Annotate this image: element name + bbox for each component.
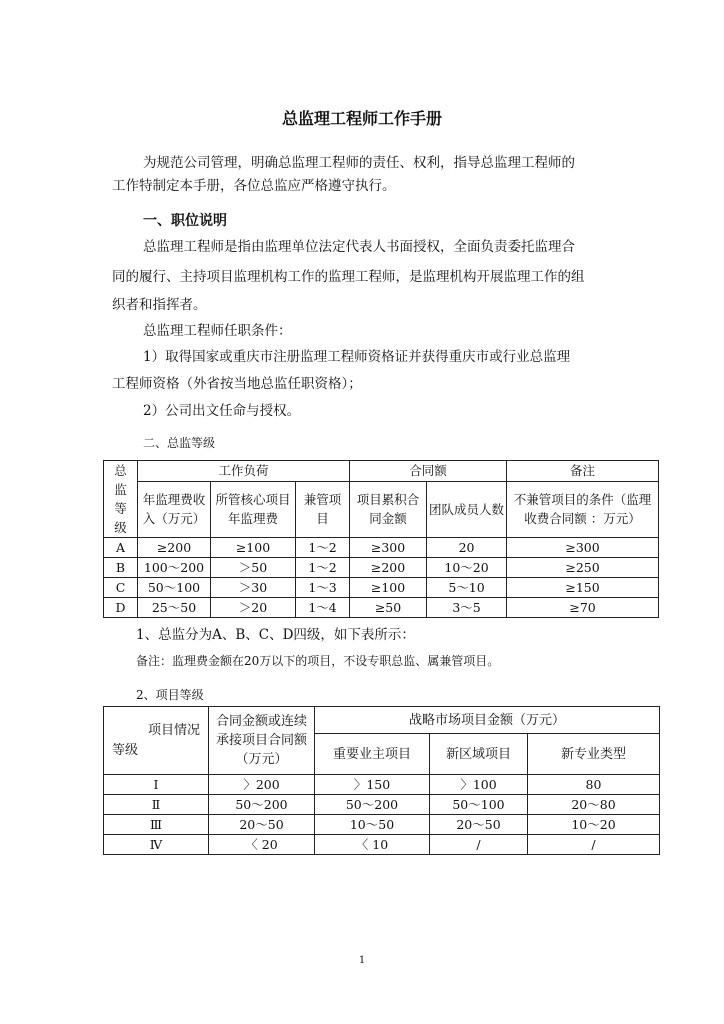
project-grade-table [103, 706, 660, 855]
grade-note-2: 备注：监理费金额在20万以下的项目，不设专职总监、属兼管项目。 [136, 654, 500, 668]
page-title: 总监理工程师工作手册 [281, 109, 442, 128]
intro-line-1: 为规范公司管理，明确总监理工程师的责任、权利，指导总监理工程师的 [143, 155, 575, 171]
table-row: C 50～100 ＞30 1～3 ≥100 5～10 ≥150 [104, 578, 659, 598]
table-row: A ≥200 ≥100 1～2 ≥300 20 ≥300 [104, 538, 659, 558]
annual-fee-header: 年监理费收入（万元） [138, 481, 211, 537]
qualification-heading: 总监理工程师任职条件： [143, 323, 292, 339]
intro-line-2: 工作特制定本手册，各位总监应严格遵守执行。 [112, 178, 396, 194]
table-row: Ⅰ 〉200 〉150 〉100 80 [104, 775, 660, 795]
team-size-header: 团队成员人数 [427, 481, 507, 537]
position-desc-line-1: 总监理工程师是指由监理单位法定代表人书面授权，全面负责委托监理合 [143, 239, 575, 255]
section-heading-project-grade: 2、项目等级 [136, 688, 204, 702]
table-row: Ⅱ 50～200 50～200 50～100 20～80 [104, 795, 660, 815]
contract-group-header: 合同额 [350, 461, 507, 482]
supervisor-grade-table [103, 460, 659, 618]
qualification-item-1-line-2: 工程师资格（外省按当地总监任职资格）； [112, 376, 362, 392]
new-region-header: 新区域项目 [430, 734, 528, 775]
position-desc-line-2: 同的履行、主持项目监理机构工作的监理工程师，是监理机构开展监理工作的组 [112, 269, 585, 285]
strategy-group-header: 战略市场项目金额（万元） [315, 707, 660, 734]
core-project-fee-header: 所管核心项目年监理费 [211, 481, 296, 537]
table-row: Ⅳ 〈 20 〈 10 / / [104, 835, 660, 855]
major-owner-header: 重要业主项目 [315, 734, 430, 775]
position-desc-line-3: 织者和指挥者。 [112, 297, 207, 313]
cumulative-contract-header: 项目累积合同金额 [350, 481, 427, 537]
section-heading-grade: 二、总监等级 [143, 436, 216, 450]
table-row: Ⅲ 20～50 10～50 20～50 10～20 [104, 815, 660, 835]
qualification-item-1-line-1: 1）取得国家或重庆市注册监理工程师资格证并获得重庆市或行业总监理 [143, 349, 571, 365]
workload-group-header: 工作负荷 [138, 461, 350, 482]
grade-note-1: 1、总监分为A、B、C、D四级，如下表所示： [136, 627, 415, 643]
corner-bottom-label: 等级 [112, 743, 139, 758]
table-row: B 100～200 ＞50 1～2 ≥200 10～20 ≥250 [104, 558, 659, 578]
exclusive-condition-header: 不兼管项目的条件（监理收费合同额 ：万元） [507, 481, 659, 537]
contract-amount-header: 合同金额或连续承接项目合同额（万元） [209, 707, 315, 775]
section-heading-position: 一、职位说明 [143, 213, 227, 229]
concurrent-projects-header: 兼管项目 [296, 481, 350, 537]
page-number: 1 [358, 955, 366, 966]
qualification-item-2: 2）公司出文任命与授权。 [143, 403, 301, 419]
table-row: D 25～50 ＞20 1～4 ≥50 3～5 ≥70 [104, 598, 659, 618]
corner-header [104, 707, 209, 775]
grade-column-header: 总监等级 [104, 461, 138, 538]
new-type-header: 新专业类型 [528, 734, 660, 775]
remark-group-header: 备注 [507, 461, 659, 482]
corner-top-label: 项目情况 [147, 723, 200, 738]
